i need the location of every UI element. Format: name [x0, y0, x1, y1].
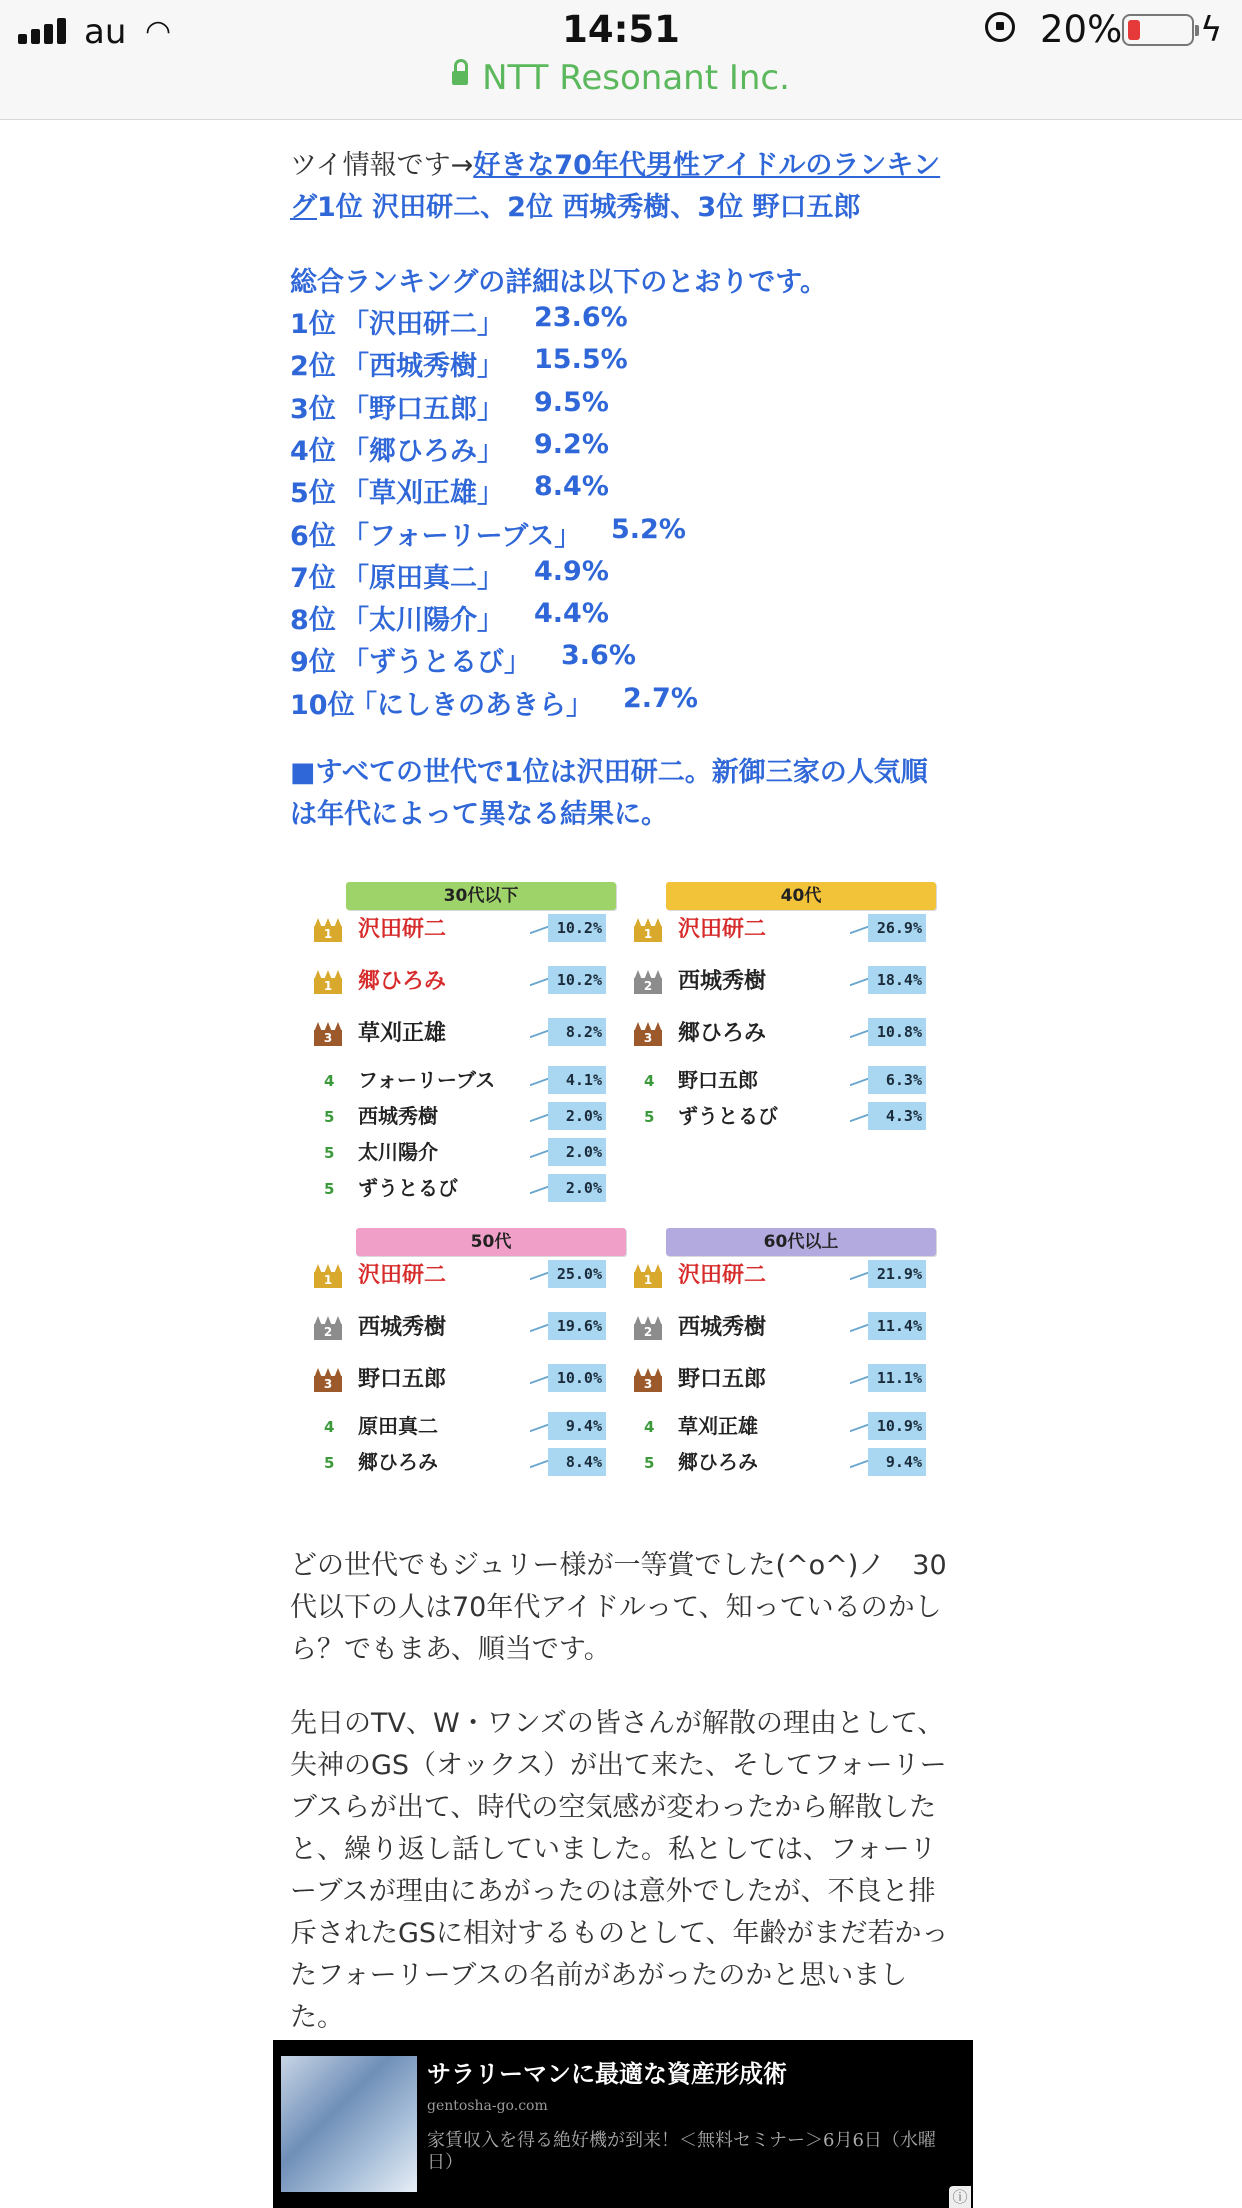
- percent-value: 2.0%: [548, 1174, 606, 1202]
- ranking-name: 「野口五郎」: [342, 393, 504, 425]
- crown-icon: [314, 1022, 342, 1046]
- generation-rank-item: [314, 1258, 614, 1298]
- percent-value: 11.1%: [868, 1364, 926, 1392]
- rank-number: 5: [644, 1454, 655, 1472]
- crown-rank: 2: [323, 1325, 333, 1339]
- percent-value: 10.9%: [868, 1412, 926, 1440]
- rank-number: 5: [324, 1180, 335, 1198]
- generation-rank-item: [634, 1016, 934, 1056]
- artist-name: 草刈正雄: [678, 1414, 758, 1438]
- ad-title[interactable]: サラリーマンに最適な資産形成術: [427, 2059, 787, 2088]
- ranking-name: 「フォーリーブス」: [342, 520, 582, 552]
- rank-number: 4: [644, 1072, 655, 1090]
- ranking-rank: 5位: [290, 478, 336, 510]
- ranking-rank: 8位: [290, 605, 336, 637]
- generation-rank-item: [314, 964, 614, 1004]
- ranking-percent: 9.5%: [534, 386, 609, 418]
- artist-name: 沢田研二: [358, 1263, 447, 1288]
- rank-number: 5: [324, 1144, 335, 1162]
- crown-rank: 3: [323, 1377, 333, 1391]
- percent-value: 26.9%: [868, 914, 926, 942]
- battery-icon: [1122, 14, 1194, 46]
- generation-rank-item: [634, 1362, 934, 1402]
- crown-icon: [634, 918, 662, 942]
- battery-percentage: 20%: [1040, 8, 1123, 51]
- ranking-rank: 10位: [290, 689, 355, 721]
- crown-icon: [634, 1316, 662, 1340]
- ranking-name: 「太川陽介」: [342, 605, 504, 637]
- group-header: 50代: [356, 1228, 626, 1256]
- ad-domain[interactable]: gentosha-go.com: [427, 2098, 548, 2114]
- percent-value: 8.2%: [548, 1018, 606, 1046]
- group-header: 30代以下: [346, 882, 616, 910]
- generation-rank-item: [314, 912, 614, 952]
- crown-rank: 3: [643, 1031, 653, 1045]
- generation-rank-item: [314, 1136, 614, 1176]
- artist-name: 西城秀樹: [358, 1315, 447, 1340]
- generation-rank-item: [314, 1446, 614, 1486]
- ad-banner[interactable]: [273, 2040, 973, 2208]
- ranking-rank: 7位: [290, 562, 336, 594]
- rank-number: 4: [324, 1072, 335, 1090]
- artist-name: 原田真二: [358, 1414, 438, 1438]
- artist-name: 沢田研二: [358, 917, 447, 942]
- generation-rank-item: [634, 1064, 934, 1104]
- crown-icon: [314, 970, 342, 994]
- artist-name: 郷ひろみ: [678, 1021, 767, 1046]
- artist-name: 沢田研二: [678, 917, 767, 942]
- ranking-percent: 9.2%: [534, 428, 609, 460]
- ranking-name: 「沢田研二」: [342, 309, 504, 340]
- generation-rank-item: [314, 1172, 614, 1212]
- percent-value: 11.4%: [868, 1312, 926, 1340]
- artist-name: ずうとるび: [678, 1104, 778, 1128]
- ad-image[interactable]: [281, 2056, 417, 2192]
- wifi-icon: ◠: [145, 14, 172, 49]
- artist-name: 郷ひろみ: [678, 1450, 758, 1474]
- ranking-name: 「草刈正雄」: [342, 478, 504, 510]
- percent-value: 10.8%: [868, 1018, 926, 1046]
- percent-value: 19.6%: [548, 1312, 606, 1340]
- generation-rank-item: [314, 1100, 614, 1140]
- info-icon[interactable]: ⓘ: [949, 2186, 971, 2208]
- percent-value: 21.9%: [868, 1260, 926, 1288]
- orientation-lock-icon: [985, 12, 1015, 42]
- artist-name: 野口五郎: [678, 1068, 758, 1092]
- generation-rank-item: [634, 1446, 934, 1486]
- artist-name: 太川陽介: [358, 1140, 438, 1164]
- intro-link[interactable]: 好きな70年代男性アイドルのランキング: [290, 150, 941, 223]
- ranking-rank: 4位: [290, 435, 336, 467]
- paragraph-2: 先日のTV、W・ワンズの皆さんが解散の理由として、失神のGS（オックス）が出て来た、そしてフォーリーブスらが出て、時代の空気感が変わったから解散したと、繰り返し話していました。私としては、フォーリーブスが理由にあがったのは意外でしたが、不良と排斥されたGSに相対するものとして、年齢がまだ若かったフォーリーブスの名前があがったのかと思いました。: [290, 1708, 949, 2033]
- carrier-label: au: [84, 12, 127, 52]
- intro-rest: 1位 沢田研二、2位 西城秀樹、3位 野口五郎: [317, 192, 861, 223]
- percent-value: 25.0%: [548, 1260, 606, 1288]
- artist-name: 沢田研二: [678, 1263, 767, 1288]
- url-host: NTT Resonant Inc.: [482, 58, 790, 98]
- percent-value: 10.2%: [548, 914, 606, 942]
- article-intro: [290, 145, 950, 229]
- ranking-percent: 23.6%: [534, 302, 628, 333]
- generation-rank-item: [314, 1064, 614, 1104]
- rank-number: 5: [324, 1108, 335, 1126]
- artist-name: 西城秀樹: [358, 1104, 438, 1128]
- crown-rank: 3: [323, 1031, 333, 1045]
- ranking-rank: 3位: [290, 393, 336, 425]
- crown-rank: 1: [323, 979, 333, 993]
- ranking-heading: 総合ランキングの詳細は以下のとおりです。: [290, 267, 828, 298]
- ranking-rank: 9位: [290, 647, 336, 679]
- percent-value: 18.4%: [868, 966, 926, 994]
- ranking-percent: 3.6%: [561, 640, 636, 672]
- ranking-percent: 5.2%: [611, 513, 686, 545]
- ranking-percent: 8.4%: [534, 471, 609, 503]
- section-heading: ■すべての世代で1位は沢田研二。新御三家の人気順は年代によって異なる結果に。: [290, 757, 928, 830]
- crown-rank: 1: [323, 1273, 333, 1287]
- percent-value: 6.3%: [868, 1066, 926, 1094]
- intro-paragraph: [290, 145, 950, 229]
- group-header: 40代: [666, 882, 936, 910]
- rank-number: 5: [324, 1454, 335, 1472]
- generation-rank-item: [634, 1310, 934, 1350]
- intro-prefix: ツイ情報です→: [290, 150, 474, 181]
- generation-rank-item: [634, 912, 934, 952]
- generation-rank-item: [314, 1016, 614, 1056]
- group-header: 60代以上: [666, 1228, 936, 1256]
- generation-rank-item: [314, 1410, 614, 1450]
- percent-value: 4.1%: [548, 1066, 606, 1094]
- crown-icon: [634, 1368, 662, 1392]
- address-bar[interactable]: [0, 58, 1242, 98]
- generation-rank-item: [634, 1410, 934, 1450]
- generation-ranking-figure: [300, 872, 950, 1502]
- artist-name: 野口五郎: [358, 1367, 447, 1392]
- artist-name: フォーリーブス: [358, 1068, 496, 1092]
- artist-name: 郷ひろみ: [358, 1450, 438, 1474]
- generation-rank-item: [634, 1258, 934, 1298]
- crown-rank: 1: [323, 927, 333, 941]
- artist-name: ずうとるび: [358, 1176, 458, 1200]
- percent-value: 2.0%: [548, 1102, 606, 1130]
- generation-rank-item: [634, 964, 934, 1004]
- percent-value: 9.4%: [548, 1412, 606, 1440]
- ranking-percent: 4.4%: [534, 598, 609, 630]
- artist-name: 郷ひろみ: [358, 969, 447, 994]
- ranking-percent: 15.5%: [534, 344, 628, 376]
- artist-name: 西城秀樹: [678, 1315, 767, 1340]
- crown-rank: 2: [643, 1325, 653, 1339]
- crown-rank: 1: [643, 927, 653, 941]
- ranking-name: 「原田真二」: [342, 562, 504, 594]
- crown-icon: [314, 1264, 342, 1288]
- ranking-percent: 2.7%: [623, 682, 698, 714]
- crown-rank: 2: [643, 979, 653, 993]
- crown-rank: 1: [643, 1273, 653, 1287]
- rank-number: 4: [324, 1418, 335, 1436]
- rank-number: 5: [644, 1108, 655, 1126]
- crown-icon: [314, 918, 342, 942]
- crown-icon: [314, 1316, 342, 1340]
- ranking-rank: 1位: [290, 309, 336, 340]
- artist-name: 野口五郎: [678, 1367, 767, 1392]
- generation-rank-item: [314, 1310, 614, 1350]
- percent-value: 4.3%: [868, 1102, 926, 1130]
- percent-value: 9.4%: [868, 1448, 926, 1476]
- ranking-name: 「にしきのあきら」: [350, 689, 593, 721]
- ranking-rank: 2位: [290, 351, 336, 383]
- ranking-name: 「郷ひろみ」: [342, 435, 504, 467]
- crown-rank: 3: [643, 1377, 653, 1391]
- lock-icon: [452, 71, 468, 85]
- ad-description[interactable]: 家賃収入を得る絶好機が到来！＜無料セミナー＞6月6日（水曜日）: [427, 2130, 936, 2173]
- ranking-name: 「ずうとるび」: [342, 647, 531, 679]
- artist-name: 西城秀樹: [678, 969, 767, 994]
- crown-icon: [314, 1368, 342, 1392]
- percent-value: 8.4%: [548, 1448, 606, 1476]
- ranking-rank: 6位: [290, 520, 336, 552]
- percent-value: 10.0%: [548, 1364, 606, 1392]
- status-bar: [0, 0, 1242, 120]
- crown-icon: [634, 1264, 662, 1288]
- charging-bolt-icon: ϟ: [1200, 10, 1223, 50]
- crown-icon: [634, 970, 662, 994]
- percent-value: 10.2%: [548, 966, 606, 994]
- artist-name: 草刈正雄: [358, 1021, 447, 1046]
- generation-rank-item: [634, 1100, 934, 1140]
- ranking-percent: 4.9%: [534, 555, 609, 587]
- generation-rank-item: [314, 1362, 614, 1402]
- crown-icon: [634, 1022, 662, 1046]
- percent-value: 2.0%: [548, 1138, 606, 1166]
- clock: 14:51: [562, 8, 680, 51]
- rank-number: 4: [644, 1418, 655, 1436]
- paragraph-1: どの世代でもジュリー様が一等賞でした(^o^)ノ 30代以下の人は70年代アイドルって、知っているのかしら？でもまあ、順当です。: [290, 1550, 947, 1665]
- ranking-name: 「西城秀樹」: [342, 351, 504, 383]
